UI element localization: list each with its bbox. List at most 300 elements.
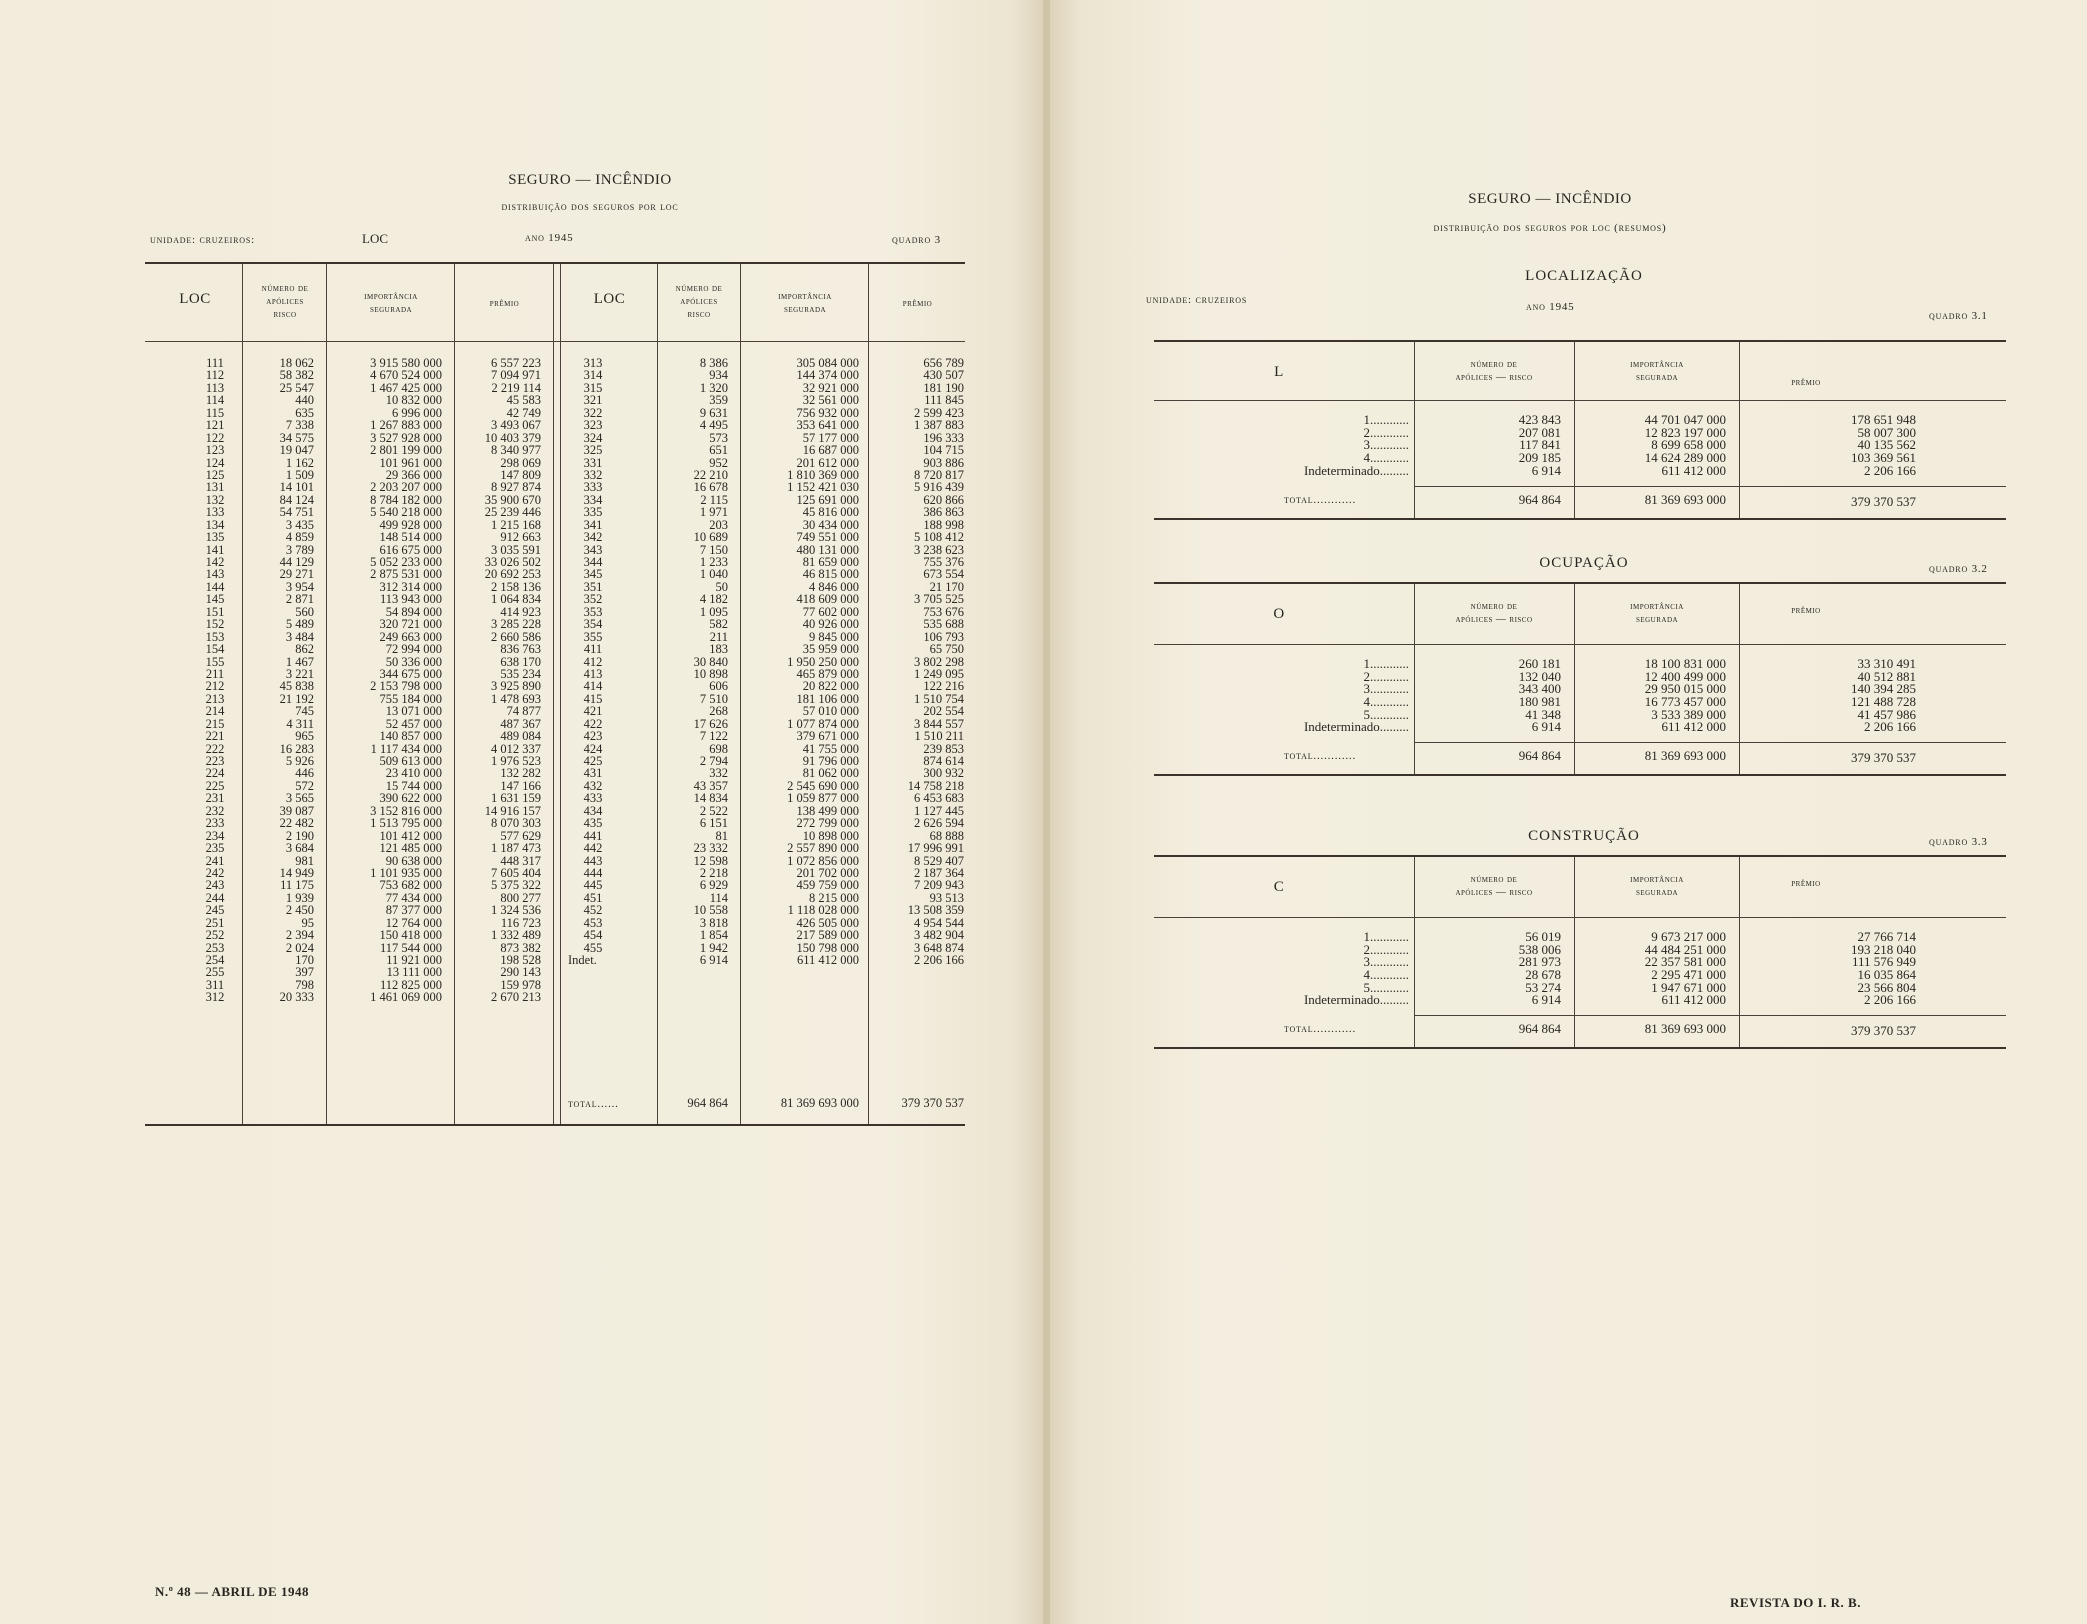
table-cell: 77 434 000 [385,890,442,905]
table-cell: 53 274 [1525,979,1561,995]
table-cell: 305 084 000 [796,356,859,370]
table-cell: 23 410 000 [385,766,442,781]
table-cell: 54 751 [279,505,314,520]
table-cell: 6 151 [699,816,728,831]
table-cell: 4 670 524 000 [370,368,442,383]
table-cell: 4............ [1363,450,1409,466]
table-cell: 1 810 369 000 [787,467,859,482]
table-cell: 2 545 690 000 [787,778,859,793]
table-cell: 1 152 421 030 [787,480,859,495]
header-text: número de [675,283,723,294]
table-cell: 1 513 795 000 [370,816,442,831]
table-cell: 5 926 [285,754,314,768]
table-cell: 235 [205,841,225,856]
table-cell: 312 [205,990,225,1005]
table-cell: 3 285 228 [491,617,541,632]
table-cell: 11 921 000 [386,953,442,967]
block2-premio-column [872,357,964,966]
table-cell: 254 [205,953,225,967]
table-cell: 106 793 [923,629,964,644]
table-cell: 698 [709,741,728,756]
table-cell: 121 [205,418,225,433]
table-cell: 444 [583,865,603,880]
table-cell: 188 998 [923,517,964,532]
table-cell: 430 507 [923,368,964,383]
table-cell: 343 [583,542,603,557]
table-cell: 23 332 [693,841,728,856]
summary-rows-column [1214,658,1409,734]
table-col-divider [1739,342,1740,518]
table-cell: 32 921 000 [802,380,859,395]
left-col-divider [454,264,455,1124]
table-cell: 1 509 [285,467,314,482]
left-total-premio: 379 370 537 [901,1096,964,1110]
header-apolices [1416,600,1572,626]
table-cell: 74 877 [506,704,541,719]
table-cell: 7 094 971 [491,368,541,383]
table-cell: 22 210 [693,467,728,482]
table-cell: 56 019 [1525,929,1561,944]
header-text: importância [364,291,418,302]
table-cell: 611 412 000 [1661,719,1726,735]
table-cell: 41 457 986 [1857,706,1916,722]
table-cell: 582 [709,617,728,632]
table-cell: 122 216 [923,679,964,694]
total-rule [1414,1015,2006,1016]
table-cell: 153 [205,629,225,644]
table-cell: 251 [205,915,225,930]
table-cell: 2 115 [700,492,728,507]
table-cell: 268 [709,704,728,719]
table-cell: 9 673 217 000 [1651,929,1726,944]
table-cell: 281 973 [1518,954,1561,970]
table-cell: 114 [709,890,728,905]
table-cell: 1 510 211 [914,729,964,744]
table-cell: 14 916 157 [484,803,541,818]
table-cell: 35 900 670 [484,492,541,507]
table-cell: 117 841 [1519,437,1561,453]
table-cell: 3 435 [285,517,314,532]
table-cell: 2 206 166 [1864,719,1916,735]
table-cell: 121 488 728 [1851,694,1916,710]
table-cell: 201 702 000 [796,865,859,880]
table-cell: 431 [583,766,603,781]
header-text: número de [261,283,309,294]
table-cell: 9 631 [699,405,728,420]
table-cell: 223 [205,754,225,768]
table-cell: 8 784 182 000 [370,492,442,507]
table-cell: 7 122 [699,729,728,744]
table-cell: 1 187 473 [491,841,541,856]
table-cell: 145 [205,592,225,607]
table-cell: 3 705 525 [914,592,964,607]
left-header-loc-2: LOC [593,291,626,307]
table-cell: 422 [583,716,603,731]
table-cell: 487 367 [500,716,541,731]
table-cell: 33 310 491 [1857,656,1916,671]
table-cell: 6 914 [1531,992,1561,1008]
table-cell: 332 [709,766,728,781]
table-cell: 341 [583,517,603,532]
summary-importancia-column [1576,414,1726,477]
table-cell: 2 219 114 [491,380,541,395]
header-text: apólices [680,296,718,307]
header-text: segurada [783,304,827,315]
header-text: segurada [369,304,413,315]
total-importancia: 81 369 693 000 [1644,748,1726,764]
block2-apolices-column [660,357,728,966]
table-cell: 1 976 523 [491,754,541,768]
table-cell: 101 412 000 [379,828,442,843]
summary-premio-column [1741,414,1916,477]
table-cell: 3 493 067 [491,418,541,433]
table-cell: 1 467 425 000 [370,380,442,395]
header-text: importância [778,291,832,302]
table-cell: 2 206 166 [914,953,964,967]
table-cell: 154 [205,642,225,657]
table-cell: 344 675 000 [379,666,442,681]
table-cell: 3 648 874 [914,940,964,955]
table-cell: 2 158 136 [491,579,541,594]
left-col-divider [326,264,327,1124]
table-cell: 454 [583,928,603,943]
table-cell: 2 794 [699,754,728,768]
table-cell: 10 832 000 [385,393,442,408]
table-cell: 57 010 000 [802,704,859,719]
table-cell: 1 101 935 000 [370,865,442,880]
summary-rows-column [1214,931,1409,1007]
table-cell: 14 834 [693,791,728,806]
table-cell: 1 162 [285,455,314,470]
total-apolices: 964 864 [1518,748,1561,764]
table-cell: 207 081 [1518,424,1561,440]
table-cell: 16 678 [693,480,728,495]
table-cell: 862 [295,642,314,657]
table-cell: 141 [205,542,225,557]
table-cell: 425 [583,754,603,768]
table-cell: 322 [583,405,603,420]
right-subtitle: distribuição dos seguros por loc (resumos) [1433,222,1667,234]
table-cell: 414 923 [500,604,541,619]
table-cell: 7 510 [699,691,728,706]
table-cell: 121 485 000 [379,841,442,856]
header-text: segurada [1635,614,1679,625]
table-cell: 217 589 000 [796,928,859,943]
table-cell: 6 914 [699,953,728,967]
table-cell: 152 [205,617,225,632]
table-cell: 95 [301,915,314,930]
table-cell: 344 [583,555,603,569]
right-unit: unidade: cruzeiros [1146,294,1248,306]
table-cell: 114 [205,393,225,408]
table-cell: 3 925 890 [491,679,541,694]
table-cell: 12 823 197 000 [1644,424,1726,440]
table-cell: 572 [295,778,314,793]
table-cell: 2 801 199 000 [370,443,442,458]
table-cell: 1 631 159 [491,791,541,806]
table-cell: 123 [205,443,225,458]
table-cell: 2 599 423 [914,405,964,420]
table-title: CONSTRUÇÃO [1528,828,1640,844]
table-cell: 440 [295,393,314,408]
table-cell: 4 954 544 [914,915,964,930]
header-text: número de [1470,601,1518,612]
total-premio: 379 370 537 [1851,1023,1916,1039]
table-cell: 112 [205,368,225,383]
table-cell: 16 283 [279,741,314,756]
block1-premio-column [458,357,541,1004]
table-cell: 8 386 [699,356,728,370]
table-cell: 124 [205,455,225,470]
table-cell: 749 551 000 [796,530,859,545]
table-cell: 354 [583,617,603,632]
header-apolices [1416,358,1572,384]
table-cell: 214 [205,704,225,719]
table-cell: 4 311 [286,716,314,731]
table-cell: 138 499 000 [796,803,859,818]
table-cell: 3............ [1363,437,1409,453]
table-cell: 499 928 000 [379,517,442,532]
table-cell: 131 [205,480,225,495]
table-cell: 874 614 [923,754,964,768]
table-cell: 50 336 000 [385,654,442,669]
table-cell: 753 676 [923,604,964,619]
table-cell: 181 190 [923,380,964,395]
table-cell: Indeterminado......... [1303,462,1409,478]
table-cell: 981 [295,853,314,868]
table-cell: 426 505 000 [796,915,859,930]
table-cell: 3............ [1363,954,1409,970]
table-cell: 4............ [1363,694,1409,710]
table-col-divider [1574,857,1575,1047]
table-bottom-rule [1154,1047,2006,1049]
table-cell: 2 670 213 [491,990,541,1005]
table-cell: 244 [205,890,225,905]
table-cell: 434 [583,803,603,818]
table-cell: 241 [205,853,225,868]
table-cell: 65 750 [929,642,964,657]
table-cell: 2 522 [699,803,728,818]
table-cell: 2 218 [699,865,728,880]
table-cell: 753 682 000 [379,878,442,893]
table-cell: 5............ [1363,979,1409,995]
table-cell: 1 117 434 000 [370,741,442,756]
table-cell: 1............ [1363,412,1409,427]
header-text: risco [273,309,297,320]
table-cell: 1 942 [699,940,728,955]
table-cell: 651 [709,443,728,458]
table-cell: 1 510 754 [914,691,964,706]
header-importancia [1576,358,1738,384]
table-cell: 3 915 580 000 [370,356,442,370]
table-cell: Indeterminado......... [1303,992,1409,1008]
table-cell: 81 659 000 [802,555,859,569]
table-col-divider [1414,584,1415,774]
table-cell: 6 929 [699,878,728,893]
table-cell: 272 799 000 [796,816,859,831]
table-cell: 424 [583,741,603,756]
header-text: apólices — risco [1455,887,1533,898]
table-cell: 58 382 [279,368,314,383]
block1-apolices-column [246,357,314,1004]
table-cell: 14 758 218 [907,778,964,793]
table-bottom-rule [1154,774,2006,776]
table-cell: 111 576 949 [1851,954,1916,970]
table-col-divider [1739,857,1740,1047]
table-cell: 151 [205,604,225,619]
table-cell: 2............ [1363,941,1409,957]
table-cell: 324 [583,430,603,445]
table-cell: 1 332 489 [491,928,541,943]
table-cell: 183 [709,642,728,657]
summary-apolices-column [1416,658,1561,734]
total-apolices: 964 864 [1518,491,1561,507]
table-key-header: L [1274,364,1284,380]
table-cell: 432 [583,778,603,793]
table-cell: 418 609 000 [796,592,859,607]
header-text: segurada [1635,887,1679,898]
header-text: número de [1470,359,1518,370]
table-cell: 170 [295,953,314,967]
table-cell: 140 857 000 [379,729,442,744]
table-cell: 224 [205,766,225,781]
table-cell: 1 387 883 [914,418,964,433]
table-cell: 952 [709,455,728,470]
table-cell: 77 602 000 [802,604,859,619]
table-cell: 1 467 [285,654,314,669]
summary-rows-column [1214,414,1409,477]
table-cell: 7 150 [699,542,728,557]
table-cell: 150 798 000 [796,940,859,955]
table-cell: 560 [295,604,314,619]
table-cell: 1 233 [699,555,728,569]
right-page [1050,0,2087,1624]
table-cell: 673 554 [923,567,964,582]
table-header-rule [1154,644,2006,645]
table-cell: 113 943 000 [379,592,442,607]
left-header-apolices [244,282,326,321]
table-cell: 41 755 000 [802,741,859,756]
table-cell: 133 [205,505,225,520]
book-gutter [1043,0,1050,1624]
table-cell: 29 271 [279,567,314,582]
table-cell: 1 947 671 000 [1651,979,1726,995]
table-cell: 2............ [1363,668,1409,684]
left-total-label: total...... [568,1098,619,1110]
table-cell: 379 671 000 [796,729,859,744]
table-top-rule [1154,340,2006,342]
table-key-header: O [1273,606,1285,622]
left-footer: N.º 48 — ABRIL DE 1948 [155,1584,309,1599]
header-text: importância [1630,359,1684,370]
table-cell: 331 [583,455,603,470]
table-cell: 40 512 881 [1857,668,1916,684]
table-cell: 5 375 322 [491,878,541,893]
table-cell: 836 763 [500,642,541,657]
table-cell: 125 691 000 [796,492,859,507]
table-cell: 7 209 943 [914,878,964,893]
table-cell: 101 961 000 [379,455,442,470]
header-text: número de [1470,874,1518,885]
table-cell: 111 845 [924,393,964,408]
table-cell: 10 898 000 [802,828,859,843]
quadro-label: quadro 3.2 [1929,563,1988,575]
table-cell: 352 [583,592,603,607]
table-cell: 84 124 [279,492,314,507]
table-cell: 40 926 000 [802,617,859,632]
summary-apolices-column [1416,931,1561,1007]
table-col-divider [1739,584,1740,774]
table-cell: 58 007 300 [1857,424,1916,440]
table-cell: 46 815 000 [802,567,859,582]
table-cell: 465 879 000 [796,666,859,681]
header-text: importância [1630,874,1684,885]
table-key-header: C [1273,879,1285,895]
table-cell: 903 886 [923,455,964,470]
table-cell: 345 [583,567,603,582]
block1-loc-column [190,357,240,1004]
table-cell: 965 [295,729,314,744]
table-cell: 132 [205,492,225,507]
summary-apolices-column [1416,414,1561,477]
table-cell: 21 170 [929,579,964,594]
table-cell: 39 087 [279,803,314,818]
total-apolices: 964 864 [1518,1021,1561,1037]
table-cell: 225 [205,778,225,793]
table-cell: 453 [583,915,603,930]
table-cell: 10 898 [693,666,728,681]
table-cell: 1 127 445 [914,803,964,818]
table-cell: 72 994 000 [385,642,442,657]
table-cell: 15 744 000 [385,778,442,793]
table-cell: 25 547 [279,380,314,395]
table-cell: 445 [583,878,603,893]
table-cell: 1............ [1363,656,1409,671]
table-cell: 19 047 [279,443,314,458]
table-cell: 1 215 168 [491,517,541,532]
table-cell: 2 871 [285,592,314,607]
table-cell: 3 844 557 [914,716,964,731]
table-cell: 538 006 [1518,941,1561,957]
table-cell: 44 484 251 000 [1644,941,1726,957]
table-cell: 2 394 [285,928,314,943]
total-rule [1414,742,2006,743]
table-cell: 112 825 000 [379,977,442,992]
summary-importancia-column [1576,658,1726,734]
table-cell: 150 418 000 [379,928,442,943]
table-cell: 159 978 [500,977,541,992]
table-cell: 215 [205,716,225,731]
table-cell: 12 764 000 [385,915,442,930]
table-cell: 178 651 948 [1851,412,1916,427]
table-cell: 29 950 015 000 [1644,681,1726,697]
table-cell: 1 040 [699,567,728,582]
total-importancia: 81 369 693 000 [1644,1021,1726,1037]
table-cell: 20 333 [279,990,314,1005]
table-cell: 325 [583,443,603,458]
table-cell: 7 605 404 [491,865,541,880]
table-cell: 81 [715,828,728,843]
table-cell: 335 [583,505,603,520]
table-cell: 5 916 439 [914,480,964,495]
table-cell: 180 981 [1518,694,1561,710]
table-cell: 323 [583,418,603,433]
left-header-premio-2: prêmio [902,298,933,309]
table-cell: 3 484 [285,629,314,644]
total-premio: 379 370 537 [1851,493,1916,509]
header-text: apólices — risco [1455,372,1533,383]
table-cell: 1 854 [699,928,728,943]
